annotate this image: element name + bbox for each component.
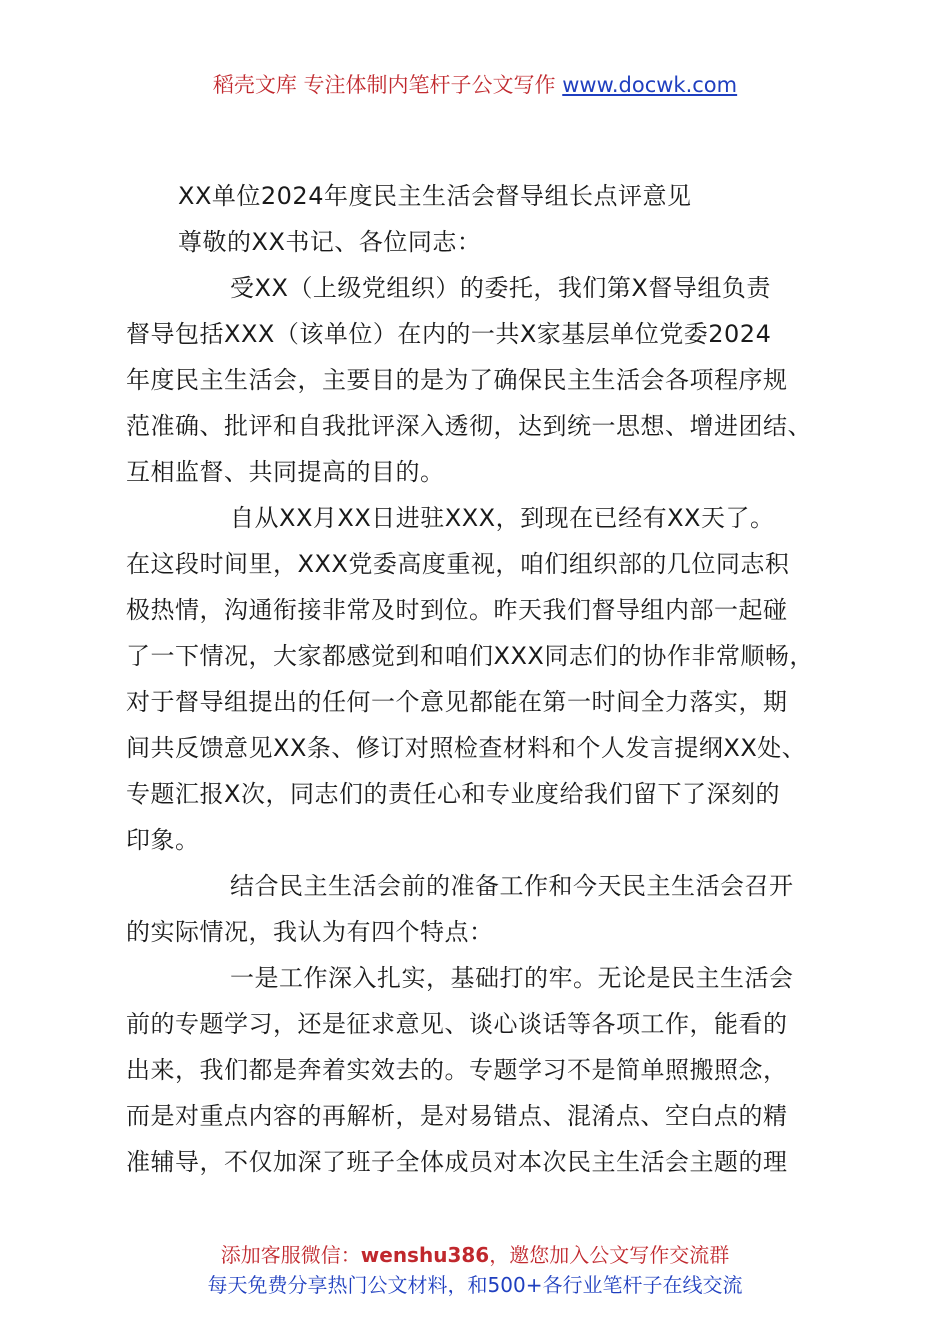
document-body: [126, 173, 846, 1185]
text-line: 准辅导，不仅加深了班子全体成员对本次民主生活会主题的理: [126, 1148, 788, 1176]
text-line: 极热情，沟通衔接非常及时到位。昨天我们督导组内部一起碰: [126, 596, 788, 624]
text-line: 了一下情况，大家都感觉到和咱们XXX同志们的协作非常顺畅，: [126, 642, 814, 670]
paragraph-4: [126, 955, 846, 1185]
text-line: 结合民主生活会前的准备工作和今天民主生活会召开: [230, 872, 794, 900]
text-line: 出来，我们都是奔着实效去的。专题学习不是简单照搬照念，: [126, 1056, 788, 1084]
footer-suffix: ，邀您加入公文写作交流群: [489, 1243, 730, 1267]
wechat-id: wenshu386: [360, 1243, 490, 1267]
text-line: 印象。: [126, 826, 200, 854]
footer-wechat-line: [0, 1240, 950, 1270]
paragraph-3: [126, 863, 846, 955]
document-title: XX单位2024年度民主生活会督导组长点评意见: [178, 182, 692, 210]
paragraph-1: [126, 265, 846, 495]
paragraph-2: [126, 495, 846, 863]
site-url-link[interactable]: www.docwk.com: [562, 73, 738, 97]
text-line: 督导包括XXX（该单位）在内的一共X家基层单位党委2024: [126, 320, 772, 348]
text-line: 前的专题学习，还是征求意见、谈心谈话等各项工作，能看的: [126, 1010, 788, 1038]
text-line: 在这段时间里，XXX党委高度重视，咱们组织部的几位同志积: [126, 550, 790, 578]
footer-prefix: 添加客服微信：: [220, 1243, 361, 1267]
footer-promo-line: 每天免费分享热门公文材料，和500+各行业笔杆子在线交流: [207, 1273, 743, 1297]
page-footer: [0, 1240, 950, 1300]
text-line: 一是工作深入扎实，基础打的牢。无论是民主生活会: [230, 964, 794, 992]
text-line: 而是对重点内容的再解析，是对易错点、混淆点、空白点的精: [126, 1102, 788, 1130]
text-line: 受XX（上级党组织）的委托，我们第X督导组负责: [230, 274, 771, 302]
page-header: [0, 70, 950, 100]
text-line: 互相监督、共同提高的目的。: [126, 458, 445, 486]
text-line: 的实际情况，我认为有四个特点：: [126, 918, 494, 946]
salutation: 尊敬的XX书记、各位同志：: [178, 228, 482, 256]
site-name: 稻壳文库 专注体制内笔杆子公文写作: [212, 73, 556, 97]
text-line: 间共反馈意见XX条、修订对照检查材料和个人发言提纲XX处、: [126, 734, 807, 762]
text-line: 专题汇报X次，同志们的责任心和专业度给我们留下了深刻的: [126, 780, 780, 808]
text-line: 自从XX月XX日进驻XXX，到现在已经有XX天了。: [230, 504, 775, 532]
text-line: 范准确、批评和自我批评深入透彻，达到统一思想、增进团结、: [126, 412, 812, 440]
text-line: 年度民主生活会，主要目的是为了确保民主生活会各项程序规: [126, 366, 788, 394]
text-line: 对于督导组提出的任何一个意见都能在第一时间全力落实，期: [126, 688, 788, 716]
